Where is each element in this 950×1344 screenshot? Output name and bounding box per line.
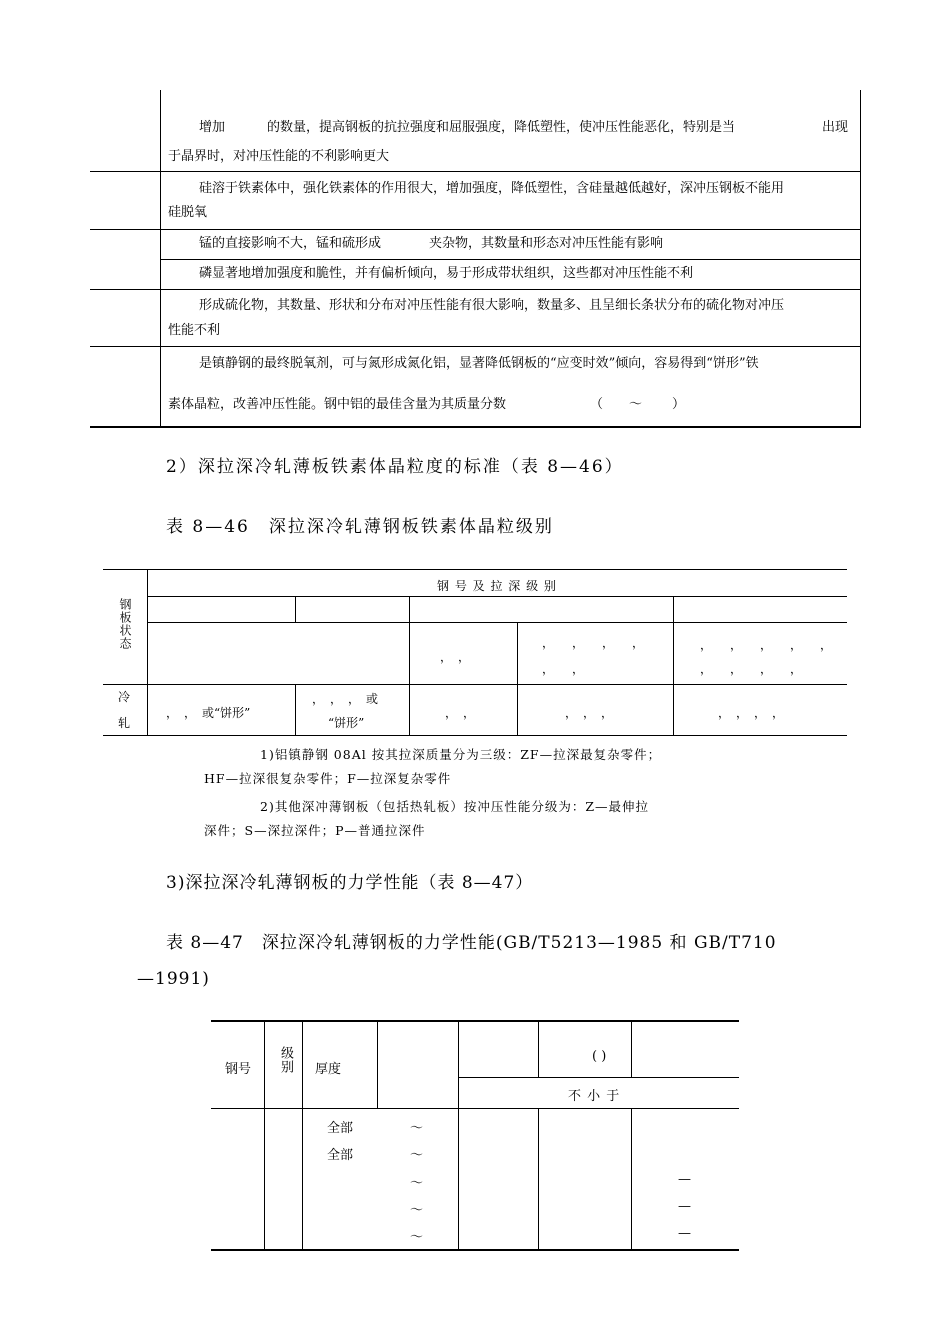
note-2-line1: 2)其他深冲薄钢板（包括热轧板）按冲压性能分级为：Z—最伸拉 [260,799,650,814]
row5-text-line2: 性能不利 [168,323,221,338]
cell-r1-c3: ， ， [440,650,471,664]
header-steel: 钢号 [225,1062,252,1077]
row1-range: ～ [410,1121,424,1136]
table-8-47-title-line1: 表 8—47 深拉深冷轧薄钢板的力学性能(GB/T5213—1985 和 GB/T710 [166,933,777,953]
header-paren: ( ) [592,1049,607,1064]
cold-rolled-label-2: 轧 [118,716,131,730]
row6-tilde: ～ [629,397,643,412]
row1-text-line2: 于晶界时，对冲压性能的不利影响更大 [168,149,390,164]
row1-text-b: 的数量，提高钢板的抗拉强度和屈服强度，降低塑性，使冲压性能恶化，特别是当 [267,120,736,135]
table-8-46-title: 表 8—46 深拉深冷轧薄钢板铁素体晶粒级别 [166,517,554,537]
row3-text-a: 锰的直接影响不大，锰和硫形成 [199,236,382,251]
cell-r2-c1: ， ， 或“饼形” [166,706,251,720]
row1-text-a: 增加 [199,120,226,135]
note-2-line2: 深件；S—深拉深件；P—普通拉深件 [204,823,426,838]
row2-text-line1: 硅溶于铁素体中，强化铁素体的作用很大，增加强度，降低塑性，含硅量越低越好，深冲压钢板不能用 [199,181,785,196]
cell-r2-c2-line2: “饼形” [328,716,365,730]
row6-paren-open: （ [590,397,604,412]
header-not-less-than: 不 小 于 [568,1089,621,1104]
header-grade: 级别 [278,1046,293,1074]
section2-heading: 2）深拉深冷轧薄板铁素体晶粒度的标准（表 8—46） [166,457,624,477]
row4-range: ～ [410,1203,424,1218]
cell-r2-c2-line1: ， ， ， 或 [312,692,379,706]
section3-heading: 3)深拉深冷轧薄钢板的力学性能（表 8—47） [166,873,534,893]
cell-r2-c3: ， ， [445,706,476,720]
row3-dash: — [678,1172,691,1187]
note-1-line2: HF—拉深很复杂零件；F—拉深复杂零件 [204,771,452,786]
row4-dash: — [678,1199,691,1214]
note-1-line1: 1)铝镇静钢 08Al 按其拉深质量分为三级：ZF—拉深最复杂零件； [260,747,662,762]
row2-text-line2: 硅脱氧 [168,205,208,220]
cell-r1-c5-line2: ， ， ， ， [700,662,803,676]
row1-thickness: 全部 [327,1121,354,1136]
row5-text-line1: 形成硫化物，其数量、形状和分布对冲压性能有很大影响，数量多、且呈细长条状分布的硫化物对冲压 [199,298,785,313]
cell-r1-c4-line1: ， ， ， ， [542,636,645,650]
row6-text-line1: 是镇静钢的最终脱氧剂，可与氮形成氮化铝，显著降低钢板的“应变时效”倾向，容易得到“饼形”铁 [199,356,759,371]
row6-paren-close: ） [672,397,686,412]
row5-range: ～ [410,1230,424,1245]
row5-dash: — [678,1226,691,1241]
cell-r2-c4: ， ， ， [565,706,614,720]
row3-range: ～ [410,1176,424,1191]
row3-text-b: 夹杂物，其数量和形态对冲压性能有影响 [429,236,664,251]
row1-text-c: 出现 [822,120,849,135]
row6-text-line2: 素体晶粒，改善冲压性能。钢中铝的最佳含量为其质量分数 [168,397,507,412]
cell-r1-c4-line2: ， ， [542,662,585,676]
cold-rolled-label-1: 冷 [118,690,131,704]
cell-r2-c5: ， ， ， ， [718,706,785,720]
header-steel-grade: 钢 号 及 拉 深 级 别 [437,579,557,593]
row2-range: ～ [410,1148,424,1163]
header-thickness: 厚度 [315,1062,342,1077]
cell-r1-c5-line1: ， ， ， ， ， [700,638,833,652]
row-label-plate-state: 钢板状态 [118,598,132,650]
table-8-47-title-line2: —1991) [137,969,210,989]
row4-text: 磷显著地增加强度和脆性，并有偏析倾向，易于形成带状组织，这些都对冲压性能不利 [199,266,694,281]
row2-thickness: 全部 [327,1148,354,1163]
